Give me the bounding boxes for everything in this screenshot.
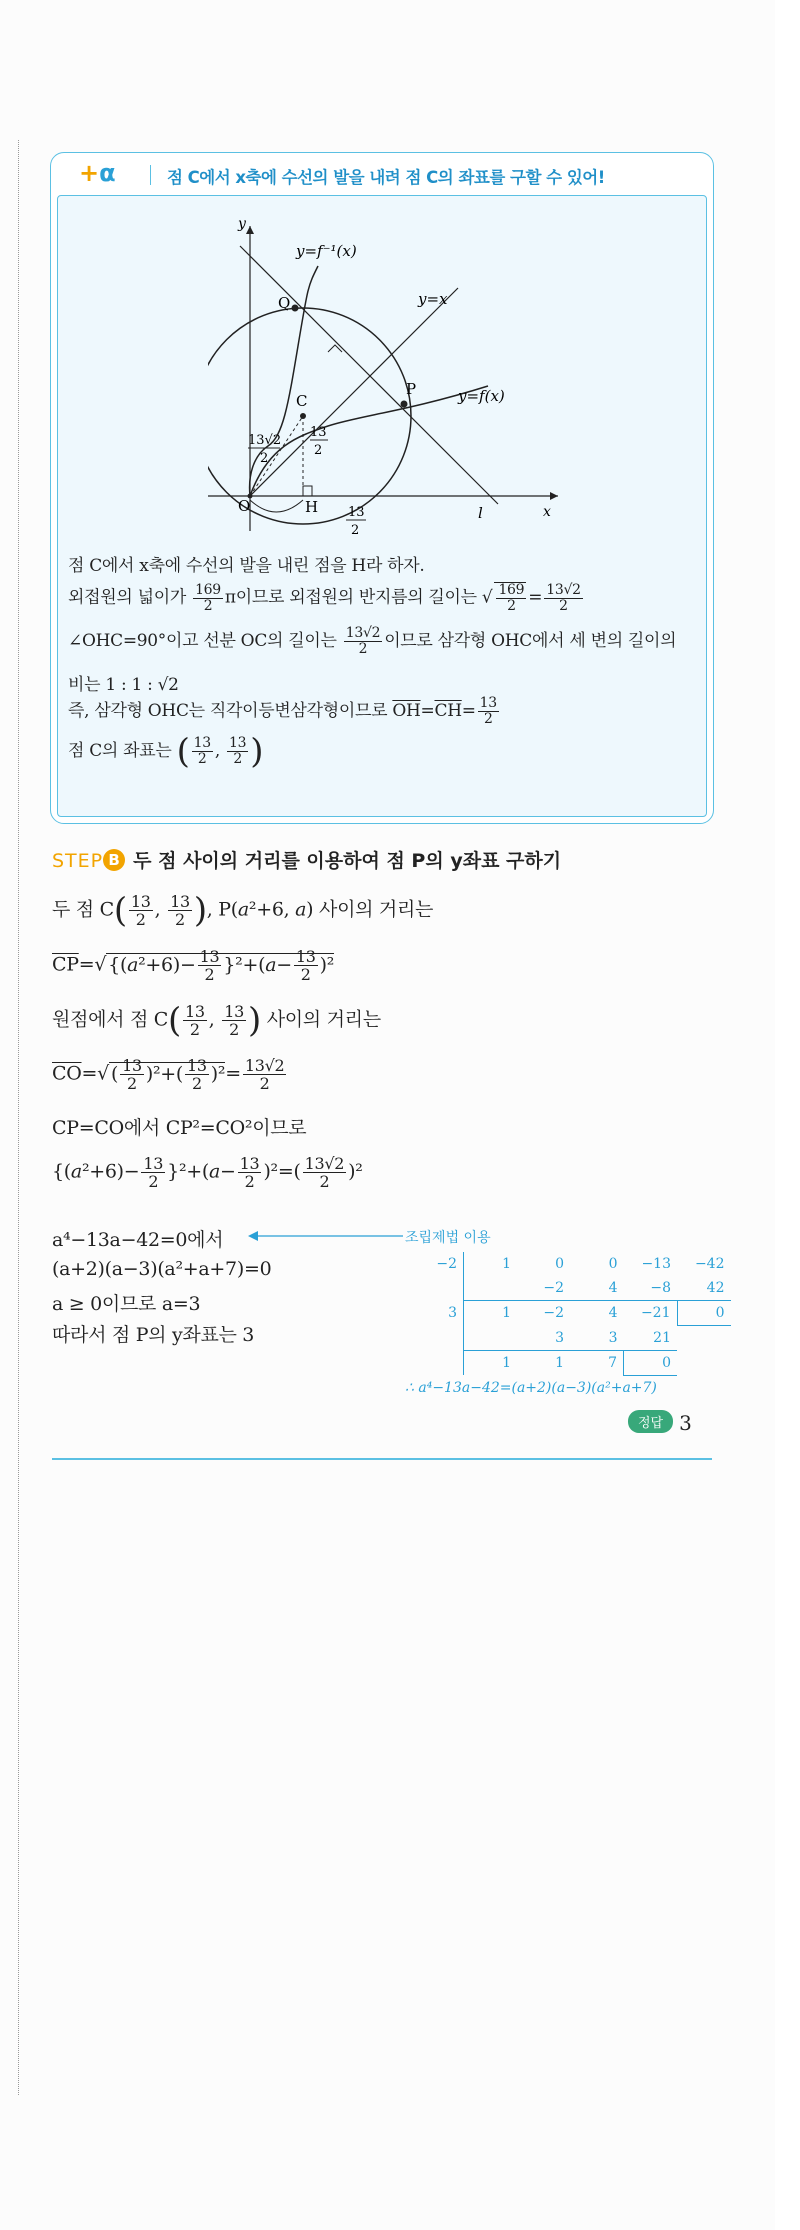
box-line-2b: 이므로 외접원의 반지름의 길이는 <box>235 587 477 608</box>
point-q <box>292 305 299 312</box>
ch-length-den: 2 <box>314 443 323 458</box>
box-line-3a: ∠OHC=90°이고 선분 OC의 길이는 <box>68 631 337 651</box>
x-axis-arrow <box>550 492 558 500</box>
box-line-1: 점 C에서 x축에 수선의 발을 내린 점을 H라 하자. <box>68 556 425 576</box>
circumcircle <box>208 308 411 524</box>
box-line-6a: 점 C의 좌표는 <box>68 741 172 761</box>
label-p: P <box>406 380 417 398</box>
margin-dotted-line <box>18 140 19 2095</box>
ch-length-num: 13 <box>310 425 327 440</box>
main-line-3b: 사이의 거리는 <box>266 1008 381 1031</box>
box-line-3: ∠OHC=90°이고 선분 OC의 길이는 $\frac{13√2}{2}$ 이므로 삼각형 OHC에서 세 변의 길이의 <box>68 625 677 657</box>
synth-row: 1 1 7 0 <box>410 1350 731 1375</box>
main-line-3a: 원점에서 점 <box>52 1008 149 1031</box>
coordinate-graph <box>208 206 568 536</box>
box-line-2: 외접원의 넓이가 $\frac{169}{2}$ π이므로 외접원의 반지름의 길이는 √ $\frac{169}{2}$ = $\frac{13√2}{2}$ <box>68 581 581 614</box>
synth-row: −2 4 −8 42 <box>410 1276 731 1301</box>
oh-length-num: 13 <box>348 505 365 520</box>
label-y: y <box>238 216 246 232</box>
label-y-eq-x: y=x <box>418 290 448 308</box>
h-right-angle <box>303 486 312 496</box>
synth-row: −2 1 0 0 −13 −42 <box>410 1252 731 1276</box>
box-title: 점 C에서 x축에 수선의 발을 내려 점 C의 좌표를 구할 수 있어! <box>167 168 605 187</box>
oh-brace <box>250 500 303 512</box>
synthetic-division-label: 조립제법 이용 <box>405 1230 491 1246</box>
factorization-note: ∴ a⁴−13a−42=(a+2)(a−3)(a²+a+7) <box>405 1380 657 1396</box>
main-line-1: 두 점 C( $\frac{13}{2}$ , $\frac{13}{2}$ ), P(a²+6, a) 사이의 거리는 <box>52 890 434 931</box>
point-p <box>401 401 408 408</box>
box-content <box>57 195 707 817</box>
step-badge: B <box>103 849 125 871</box>
label-l: l <box>478 504 483 522</box>
label-o: O <box>238 497 251 515</box>
line-y-eq-x <box>250 288 458 496</box>
main-line-1a: 두 점 <box>52 898 94 921</box>
header-divider <box>150 165 151 185</box>
step-label: STEP <box>52 850 104 872</box>
main-line-1b: 사이의 거리는 <box>319 898 434 921</box>
point-c <box>300 413 306 419</box>
label-c: C <box>296 392 308 410</box>
answer <box>628 1410 692 1435</box>
main-line-5: CP=CO에서 CP²=CO²이므로 <box>52 1117 307 1139</box>
synth-row: 3 1 −2 4 −21 0 <box>410 1301 731 1326</box>
main-line-6: {(a²+6)− $\frac{13}{2}$ }²+(a− $\frac{13}{2}$ )²=( $\frac{13√2}{2}$ )² <box>52 1154 363 1191</box>
step-heading <box>52 846 561 873</box>
synthetic-division-table <box>410 1252 731 1376</box>
label-f: y=f(x) <box>458 387 505 405</box>
box-header <box>51 153 713 195</box>
label-f-inverse: y=f⁻¹(x) <box>296 242 357 260</box>
box-line-3b: 이므로 삼각형 OHC에서 세 변의 길이의 <box>384 631 677 651</box>
oc-length-num: 13√2 <box>248 433 282 448</box>
plus-alpha-icon: +α <box>79 159 116 187</box>
main-line-10: 따라서 점 P의 y좌표는 3 <box>52 1324 255 1346</box>
answer-badge: 정답 <box>628 1410 673 1433</box>
label-h: H <box>305 498 319 516</box>
box-line-6: 점 C의 좌표는 ( $\frac{13}{2}$ , $\frac{13}{2}$ ) <box>68 731 264 772</box>
main-line-4: $\overline{CO}=√$ ( $\frac{13}{2}$ )²+( $\frac{13}{2}$ )²= $\frac{13√2}{2}$ <box>52 1056 285 1093</box>
plus-alpha-box <box>50 152 714 824</box>
answer-value: 3 <box>679 1411 692 1435</box>
label-x: x <box>543 504 551 520</box>
main-line-3: 원점에서 점 C( $\frac{13}{2}$ , $\frac{13}{2}$ ) 사이의 거리는 <box>52 1000 381 1041</box>
section-divider <box>52 1458 712 1460</box>
box-line-2a: 외접원의 넓이가 <box>68 587 186 608</box>
main-line-7: a⁴−13a−42=0에서 <box>52 1229 224 1251</box>
main-line-9: a ≥ 0이므로 a=3 <box>52 1293 201 1315</box>
synth-row: 3 3 21 <box>410 1326 731 1351</box>
box-line-5a: 즉, 삼각형 OHC는 직각이등변삼각형이므로 <box>68 701 388 721</box>
main-line-2: $\overline{CP}=√$ {(a²+6)− $\frac{13}{2}$ }²+(a− $\frac{13}{2}$ )² <box>52 947 335 984</box>
label-q: Q <box>278 294 291 312</box>
curve-f <box>250 386 488 496</box>
box-line-5: 즉, 삼각형 OHC는 직각이등변삼각형이므로 $\overline{OH}=\overline{CH}=$ $\frac{13}{2}$ <box>68 695 497 727</box>
page-edge <box>775 0 800 2230</box>
box-line-4: 비는 1 : 1 : √2 <box>68 675 179 695</box>
step-title: 두 점 사이의 거리를 이용하여 점 P의 y좌표 구하기 <box>133 850 562 872</box>
pointer-arrow <box>248 1228 408 1244</box>
oc-length-den: 2 <box>260 451 269 466</box>
y-axis-arrow <box>246 226 254 234</box>
line-l <box>240 246 498 504</box>
oh-length-den: 2 <box>351 523 360 536</box>
main-line-8: (a+2)(a−3)(a²+a+7)=0 <box>52 1258 272 1280</box>
